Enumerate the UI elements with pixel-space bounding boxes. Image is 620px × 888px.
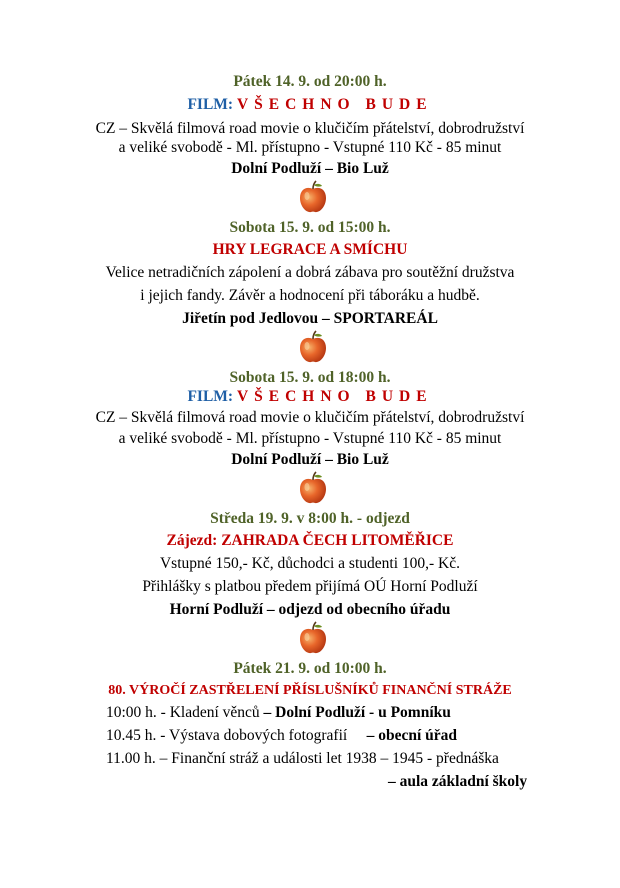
event-2-desc-2: i jejich fandy. Závěr a hodnocení při táboráku a hudbě. bbox=[140, 287, 480, 304]
program-item-3 bbox=[106, 749, 499, 769]
event-1-title: VŠECHNO BUDE bbox=[236, 96, 433, 113]
event-4-place: Horní Podluží – odjezd od obecního úřadu bbox=[169, 601, 451, 618]
event-1-desc-2: a veliké svobodě - Ml. přístupno - Vstupné 110 Kč - 85 minut bbox=[118, 139, 502, 156]
program-item-1-text: 10:00 h. - Kladení věnců bbox=[106, 704, 264, 721]
program-item-2 bbox=[106, 726, 457, 746]
event-3-title: VŠECHNO BUDE bbox=[236, 388, 433, 405]
event-1-place: Dolní Podluží – Bio Luž bbox=[231, 160, 389, 177]
apple-icon bbox=[298, 471, 328, 505]
event-3-date: Sobota 15. 9. od 18:00 h. bbox=[229, 369, 391, 386]
event-2-title: HRY LEGRACE A SMÍCHU bbox=[212, 241, 408, 258]
event-2-place: Jiřetín pod Jedlovou – SPORTAREÁL bbox=[182, 310, 438, 327]
event-3-place: Dolní Podluží – Bio Luž bbox=[231, 451, 389, 468]
event-1-desc-1: CZ – Skvělá filmová road movie o klučičím přátelství, dobrodružství bbox=[95, 120, 525, 137]
event-1-heading bbox=[0, 95, 620, 115]
program-item-1 bbox=[106, 703, 451, 723]
event-5-date: Pátek 21. 9. od 10:00 h. bbox=[233, 660, 387, 677]
event-3-heading bbox=[0, 387, 620, 407]
program-item-2-text: 10.45 h. - Výstava dobových fotografií bbox=[106, 727, 367, 744]
event-1-label: FILM: bbox=[187, 96, 234, 113]
event-4-desc-2: Přihlášky s platbou předem přijímá OÚ Horní Podluží bbox=[142, 578, 478, 595]
program-item-3-text: 11.00 h. – Finanční stráž a události let 1938 – 1945 - přednáška bbox=[106, 750, 499, 767]
program-item-2-place: – obecní úřad bbox=[366, 727, 458, 744]
event-3-label: FILM: bbox=[187, 388, 234, 405]
event-2-date: Sobota 15. 9. od 15:00 h. bbox=[229, 219, 391, 236]
event-4-date: Středa 19. 9. v 8:00 h. - odjezd bbox=[210, 510, 410, 527]
apple-icon bbox=[298, 621, 328, 655]
apple-icon bbox=[298, 330, 328, 364]
program-item-1-place: – Dolní Podluží - u Pomníku bbox=[263, 704, 451, 721]
event-5-title: 80. VÝROČÍ ZASTŘELENÍ PŘÍSLUŠNÍKŮ FINANČNÍ STRÁŽE bbox=[108, 683, 512, 698]
program-end: – aula základní školy bbox=[388, 773, 528, 790]
event-3-desc-1: CZ – Skvělá filmová road movie o klučičím přátelství, dobrodružství bbox=[95, 409, 525, 426]
event-3-desc-2: a veliké svobodě - Ml. přístupno - Vstupné 110 Kč - 85 minut bbox=[118, 430, 502, 447]
apple-icon bbox=[298, 180, 328, 214]
event-4-desc-1: Vstupné 150,- Kč, důchodci a studenti 100,- Kč. bbox=[159, 555, 461, 572]
event-1-date: Pátek 14. 9. od 20:00 h. bbox=[233, 73, 387, 90]
event-4-title: Zájezd: ZAHRADA ČECH LITOMĚŘICE bbox=[166, 532, 454, 549]
event-2-desc-1: Velice netradičních zápolení a dobrá zábava pro soutěžní družstva bbox=[105, 264, 515, 281]
